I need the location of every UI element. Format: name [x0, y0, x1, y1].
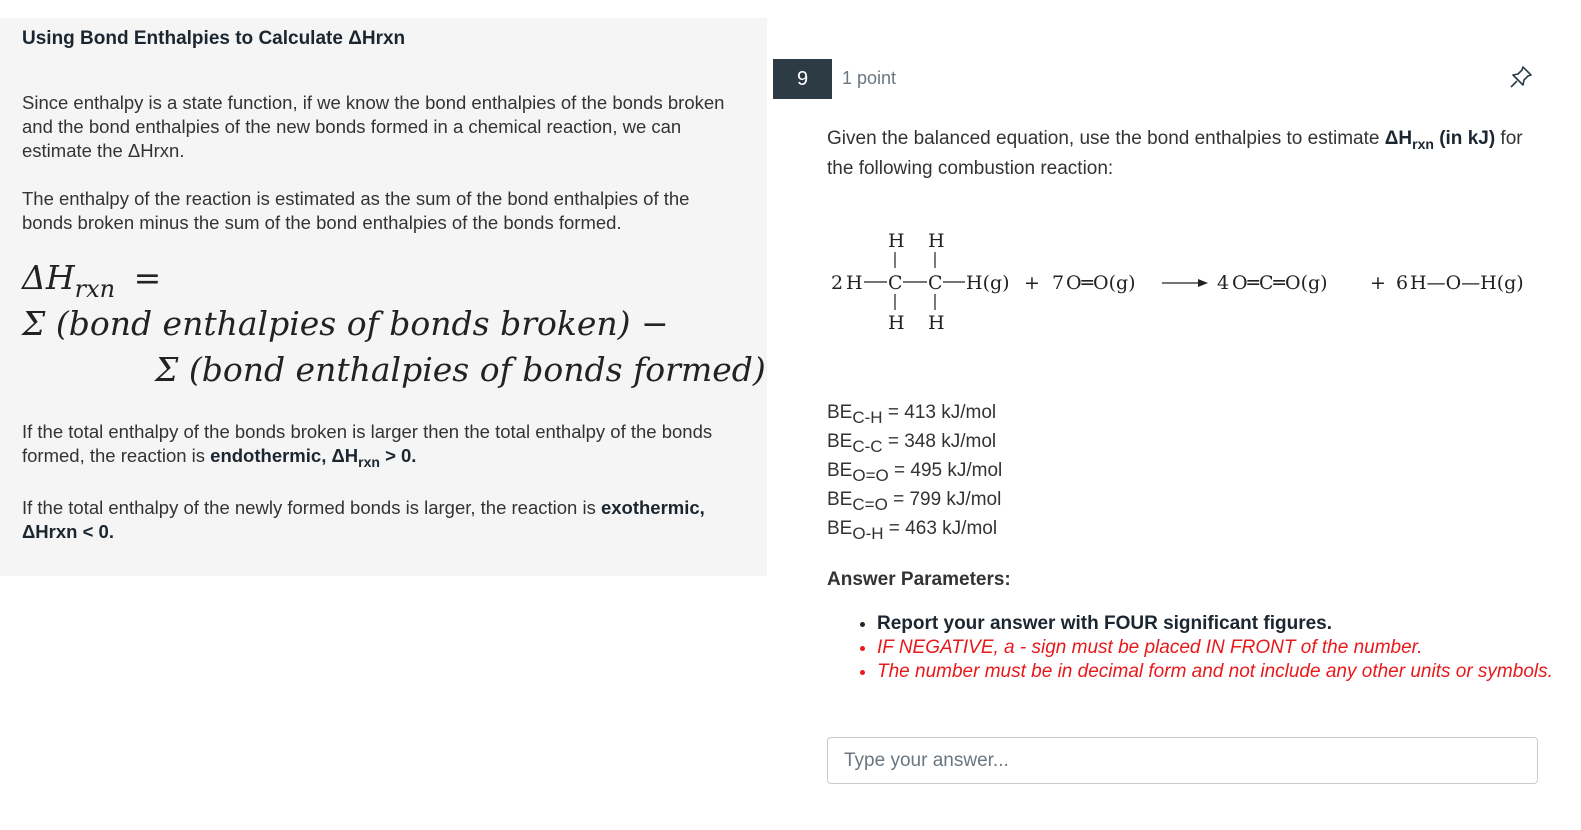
formula-lhs	[22, 258, 162, 303]
eq-coef-water: 6	[1396, 272, 1409, 294]
reaction-equation	[826, 226, 1542, 338]
formula-equals: =	[133, 258, 162, 297]
eq-coef-ethane: 2	[831, 272, 844, 294]
parameter-negative-sign: • IF NEGATIVE, a - sign must be placed IN FRONT of the number.	[877, 636, 1553, 660]
eq-h-top-1: H	[888, 230, 905, 252]
eq-plus-2: +	[1370, 272, 1386, 294]
eq-co2: O═C═O(g)	[1232, 272, 1328, 294]
eq-arrow	[1198, 279, 1208, 287]
formula-bonds-formed: Σ (bond enthalpies of bonds formed)	[155, 350, 766, 389]
eq-water: H—O—H(g)	[1410, 272, 1524, 294]
bond-energy-item: BEC=O = 799 kJ/mol	[827, 489, 1002, 514]
question-text: Given the balanced equation, use the bond enthalpies to estimate $\Delta H_{rxn}$ (in kJ) for the following combustion reaction:	[827, 128, 1523, 179]
eq-h-bottom-1: H	[888, 312, 905, 334]
eq-coef-oxygen: 7	[1052, 272, 1065, 294]
question-points: 1 point	[842, 68, 897, 88]
eq-h-right: H(g)	[966, 272, 1010, 294]
eq-c1: C	[888, 272, 903, 294]
parameter-decimal-form: • The number must be in decimal form and not include any other units or symbols.	[877, 660, 1553, 684]
answer-parameters-title: Answer Parameters:	[827, 569, 1011, 590]
eq-h-top-2: H	[928, 230, 945, 252]
eq-oxygen: O═O(g)	[1066, 272, 1136, 294]
info-title: Using Bond Enthalpies to Calculate ΔHrxn	[22, 28, 406, 49]
parameter-sig-figs: • Report your answer with FOUR significant figures.	[877, 612, 1553, 636]
pin-icon[interactable]	[1508, 64, 1534, 90]
info-paragraph-exothermic: If the total enthalpy of the newly formed bonds is larger, the reaction is exothermic, ΔHrxn < 0.	[22, 497, 705, 542]
bond-energy-item: BEO-H = 463 kJ/mol	[827, 518, 998, 543]
info-paragraph-estimate: The enthalpy of the reaction is estimated as the sum of the bond enthalpies of the bonds broken minus the sum of the bond enthalpies of the bonds formed.	[22, 188, 690, 233]
question-number-badge: 9	[773, 59, 832, 99]
bond-energy-list	[827, 398, 1002, 543]
eq-h-left: H	[846, 272, 863, 294]
bond-energy-item: BEO=O = 495 kJ/mol	[827, 460, 1003, 485]
formula-bonds-broken: Σ (bond enthalpies of bonds broken) −	[22, 304, 669, 343]
info-paragraph-state-function: Since enthalpy is a state function, if we know the bond enthalpies of the bonds broken and the bond enthalpies of the new bonds formed in a chemical reaction, we can estimate the ΔHrxn.	[22, 92, 725, 161]
formula-rxn-sub: rxn	[74, 275, 116, 303]
bond-energy-item: BEC-H = 413 kJ/mol	[827, 402, 997, 427]
eq-h-bottom-2: H	[928, 312, 945, 334]
answer-parameters-list	[855, 612, 1553, 684]
eq-plus-1: +	[1024, 272, 1040, 294]
eq-coef-co2: 4	[1217, 272, 1230, 294]
eq-c2: C	[928, 272, 943, 294]
bond-energy-item: BEC-C = 348 kJ/mol	[827, 431, 997, 456]
answer-input[interactable]	[827, 737, 1538, 784]
info-paragraph-endothermic: If the total enthalpy of the bonds broken is larger then the total enthalpy of the bonds formed, the reaction is endothermic, $\Delta H_{rxn} > 0$.	[22, 421, 713, 470]
formula-delta-h: ΔH	[22, 258, 75, 297]
